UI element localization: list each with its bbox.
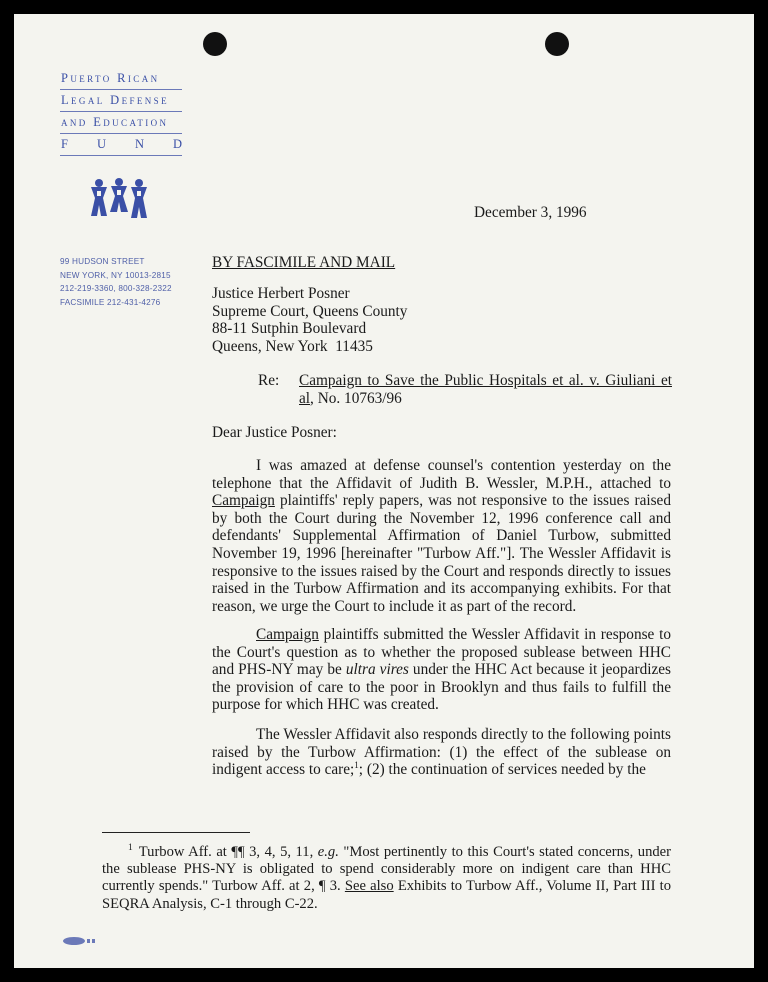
paragraph-text: I was amazed at defense counsel's contention yesterday on the telephone that the Affidavit of Judith B. Wessler, M.P.H., attached to — [212, 457, 671, 492]
org-line-1: Puerto Rican — [60, 68, 182, 90]
org-line-3: and Education — [60, 112, 182, 134]
paragraph-text: plaintiffs' reply papers, was not responsive to the issues raised by both the Court during the November 12, 1996 conference call and defendants' Supplemental Affirmation of Daniel Turbow, submitted November 19, 1996 [hereinafter "Turbow Aff."]. The Wessler Affidavit is responsive to the issues raised by the Court and responds directly to issues raised in the Turbow Affirmation and its accompanying exhibits. For that reason, we urge the Court to include it as part of the record. — [212, 492, 671, 615]
campaign-underlined: Campaign — [212, 492, 275, 510]
people-logo-icon — [90, 178, 148, 220]
letter-date: December 3, 1996 — [474, 204, 587, 221]
fund-letter-d: D — [172, 137, 182, 151]
footnote-text: Turbow Aff. at ¶¶ 3, 4, 5, 11, — [138, 844, 318, 860]
punch-hole-left — [203, 32, 227, 56]
org-line-fund — [60, 134, 182, 156]
footnote-reference: 1 — [354, 760, 359, 771]
delivery-method: BY FASCIMILE AND MAIL — [212, 254, 396, 271]
paragraph-text: The Wessler Affidavit also responds directly to the following points raised by the Turbow Affirmation: (1) the effect of the sublease on indigent access to care; — [212, 726, 671, 779]
footnote-text: "Most pertinently to this Court's stated concerns, under the sublease PHS-NY is obligated to spend considerably more on indigent care than HHC currently spends." Turbow Aff. at 2, ¶ 3. — [102, 844, 672, 895]
org-line-2: Legal Defense — [60, 90, 182, 112]
paragraph-3 — [212, 726, 671, 779]
recipient-line: Justice Herbert Posner — [212, 285, 350, 302]
address-fax: FACSIMILE 212-431-4276 — [60, 297, 161, 307]
address-street: 99 HUDSON STREET — [60, 257, 145, 266]
fund-letter-f: F — [61, 137, 68, 151]
paragraph-text: ; (2) the continuation of services needed by the — [358, 761, 646, 779]
footnote-text: Exhibits to Turbow Aff., Volume II, Part III to SEQRA Analysis, C-1 through C-22. — [102, 878, 671, 912]
ultra-vires-italic: ultra vires — [345, 661, 409, 679]
paragraph-text: under the HHC Act because it jeopardizes the provision of care to the poor in Brooklyn and thus fails to fulfill the purpose for which HHC was created. — [212, 661, 672, 714]
fund-letter-n: N — [134, 137, 144, 151]
address-phone: 212-219-3360, 800-328-2322 — [60, 284, 172, 294]
recipient-address — [212, 285, 407, 355]
re-subject — [299, 372, 672, 407]
paragraph-2 — [212, 626, 671, 714]
paragraph-text: plaintiffs submitted the Wessler Affidavit in response to the Court's question as to whether the proposed sublease between HHC and PHS-NY may be — [212, 626, 671, 679]
union-bug-icon — [62, 935, 102, 947]
recipient-line: 88-11 Sutphin Boulevard — [212, 320, 367, 338]
recipient-line: Queens, New York 11435 — [212, 337, 373, 355]
organization-name — [60, 68, 182, 156]
case-number: , No. 10763/96 — [310, 389, 402, 407]
org-address — [60, 255, 172, 309]
recipient-line: Supreme Court, Queens County — [212, 302, 408, 320]
footnote-number: 1 — [128, 843, 133, 854]
footnote-1 — [102, 844, 671, 913]
fund-letter-u: U — [96, 137, 106, 151]
letter-page — [14, 14, 754, 968]
campaign-underlined: Campaign — [256, 626, 319, 643]
re-label: Re: — [258, 372, 280, 389]
paragraph-1 — [212, 457, 671, 615]
footnote-see-also: See also — [344, 878, 394, 895]
address-city: NEW YORK, NY 10013-2815 — [60, 270, 171, 280]
punch-hole-right — [545, 32, 569, 56]
footnote-eg: e.g. — [317, 844, 339, 860]
footnote-divider — [102, 832, 250, 833]
case-title: Campaign to Save the Public Hospitals et al. v. Giuliani et al — [299, 372, 672, 407]
salutation: Dear Justice Posner: — [212, 424, 337, 441]
